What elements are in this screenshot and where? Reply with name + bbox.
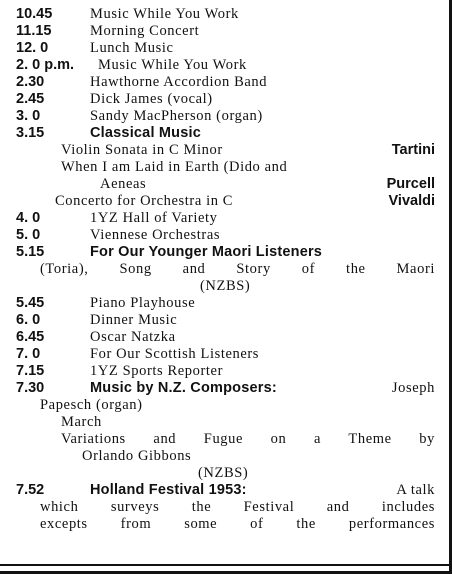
listing-row	[0, 329, 441, 346]
programme-title: Dinner Music	[90, 312, 178, 328]
description-text: which surveys the Festival and includes	[40, 499, 435, 515]
time: 6.45	[16, 329, 45, 345]
classical-item	[0, 142, 441, 159]
piece-title: March	[61, 414, 102, 430]
programme-title: Viennese Orchestras	[90, 227, 221, 243]
classical-item	[0, 176, 441, 193]
description-text: Papesch (organ)	[40, 397, 143, 413]
work-title: When I am Laid in Earth (Dido and	[61, 159, 288, 175]
time: 3. 0	[16, 108, 41, 124]
time: 7.52	[16, 482, 45, 498]
listing-row	[0, 40, 441, 57]
programme-title: Hawthorne Accordion Band	[90, 74, 268, 90]
programme-title: Morning Concert	[90, 23, 200, 39]
listing-row	[0, 312, 441, 329]
work-title: Violin Sonata in C Minor	[61, 142, 223, 158]
time: 2. 0 p.m.	[16, 57, 75, 73]
programme-description	[0, 499, 441, 516]
description-text: (Toria), Song and Story of the Maori	[40, 261, 435, 277]
listing-row	[0, 227, 441, 244]
piece-title-cont: Orlando Gibbons	[82, 448, 192, 464]
programme-credit	[0, 278, 441, 295]
bottom-rule	[0, 564, 449, 566]
time: 10.45	[16, 6, 53, 22]
programme-title: 1YZ Hall of Variety	[90, 210, 218, 226]
listing-row	[0, 6, 441, 23]
listing-row	[0, 74, 441, 91]
listing-row	[0, 125, 441, 142]
composer: Vivaldi	[388, 193, 435, 209]
programme-credit	[0, 465, 441, 482]
time: 2.45	[16, 91, 45, 107]
programme-title: Music While You Work	[90, 6, 239, 22]
time: 6. 0	[16, 312, 41, 328]
composer-lead: Joseph	[391, 380, 435, 396]
programme-title: Music by N.Z. Composers:	[90, 380, 277, 396]
composer: Purcell	[386, 176, 435, 192]
listing-row	[0, 346, 441, 363]
programme-title: For Our Scottish Listeners	[90, 346, 260, 362]
description-text: excepts from some of the performances	[40, 516, 435, 532]
time: 7. 0	[16, 346, 41, 362]
description-lead: A talk	[396, 482, 435, 498]
listing-row	[0, 244, 441, 261]
listing-row	[0, 380, 441, 397]
listing-row	[0, 295, 441, 312]
time: 5.45	[16, 295, 45, 311]
time: 11.15	[16, 23, 52, 39]
time: 4. 0	[16, 210, 41, 226]
programme-title: Holland Festival 1953:	[90, 482, 247, 498]
credit-text: (NZBS)	[198, 465, 249, 481]
programme-description	[0, 261, 441, 278]
programme-description	[0, 397, 441, 414]
programme-title: Dick James (vocal)	[90, 91, 213, 107]
composer: Tartini	[391, 142, 435, 158]
programme-title: Sandy MacPherson (organ)	[90, 108, 263, 124]
piece-title: Variations and Fugue on a Theme by	[61, 431, 435, 447]
listing-row	[0, 363, 441, 380]
time: 5. 0	[16, 227, 41, 243]
classical-item	[0, 159, 441, 176]
classical-item	[0, 193, 441, 210]
programme-description	[0, 431, 441, 448]
credit-text: (NZBS)	[200, 278, 251, 294]
listing-row	[0, 210, 441, 227]
time: 7.15	[16, 363, 45, 379]
listing-row	[0, 482, 441, 499]
programme-title: Music While You Work	[98, 57, 247, 73]
work-title: Concerto for Orchestra in C	[55, 193, 234, 209]
listing-row	[0, 108, 441, 125]
time: 12. 0	[16, 40, 49, 56]
programme-title: Classical Music	[90, 125, 201, 141]
programme-description	[0, 414, 441, 431]
programme-description	[0, 448, 441, 465]
listing-row	[0, 57, 441, 74]
time: 2.30	[16, 74, 45, 90]
programme-title: 1YZ Sports Reporter	[90, 363, 224, 379]
time: 7.30	[16, 380, 45, 396]
programme-title: Piano Playhouse	[90, 295, 196, 311]
listing-row	[0, 23, 441, 40]
programme-title: For Our Younger Maori Listeners	[90, 244, 323, 260]
programme-title: Oscar Natzka	[90, 329, 176, 345]
time: 3.15	[16, 125, 45, 141]
time: 5.15	[16, 244, 45, 260]
listing-row	[0, 91, 441, 108]
work-title-cont: Aeneas	[100, 176, 147, 192]
programme-title: Lunch Music	[90, 40, 174, 56]
programme-description	[0, 516, 441, 533]
